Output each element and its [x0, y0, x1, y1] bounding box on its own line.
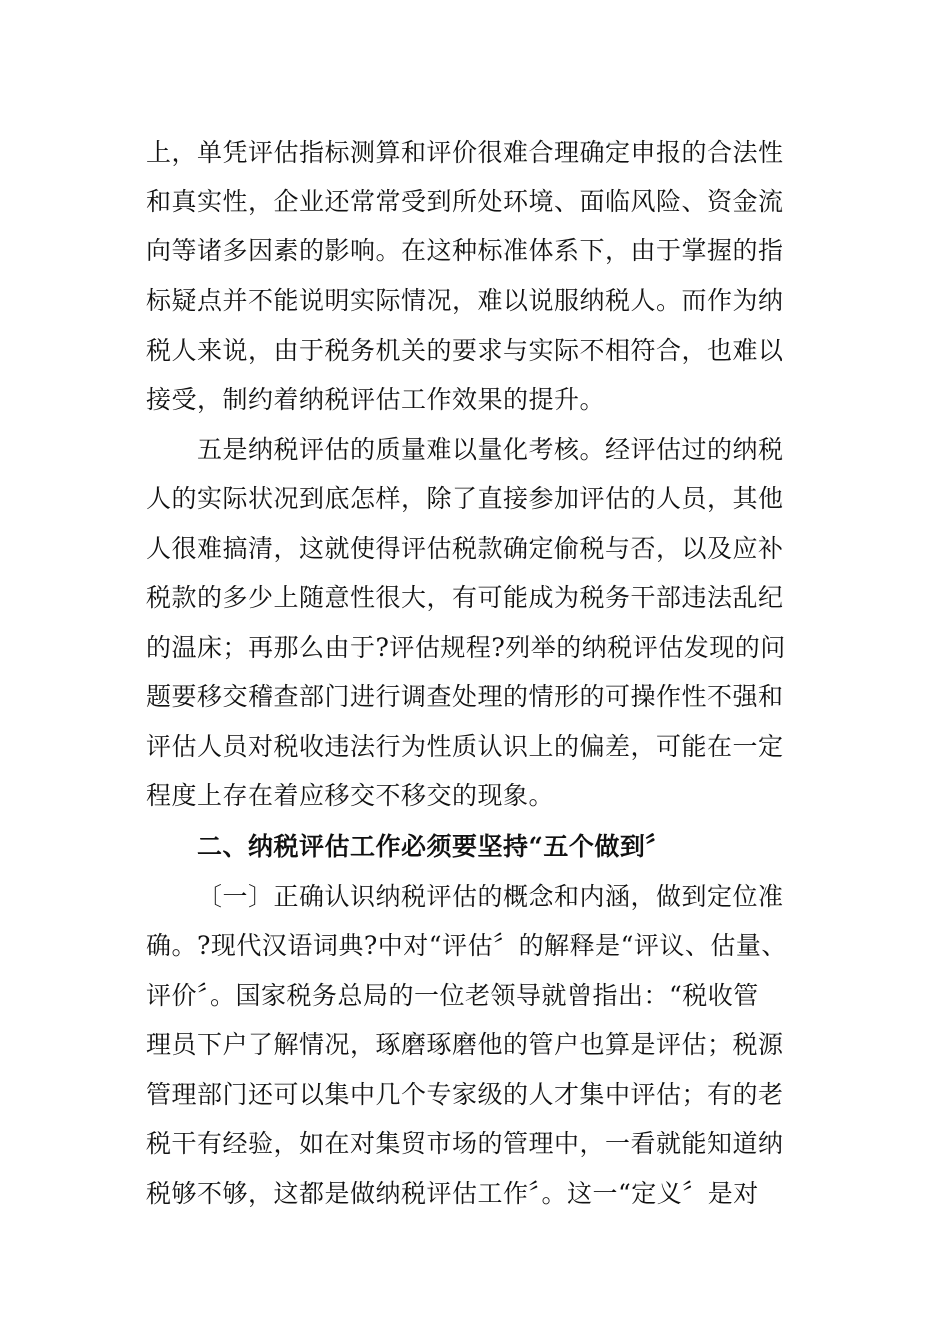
- text-line: 和真实性，企业还常常受到所处环境、面临风险、资金流: [146, 187, 784, 216]
- text-line: 税人来说，由于税务机关的要求与实际不相符合，也难以: [146, 336, 784, 365]
- paragraph-start-line: 五是纳税评估的质量难以量化考核。经评估过的纳税: [197, 435, 784, 464]
- text-line: 的温床；再那么由于?评估规程?列举的纳税评估发现的问: [146, 633, 786, 662]
- section-heading: 二、纳税评估工作必须要坚持“五个做到〞: [197, 832, 671, 861]
- text-line: 理员下户了解情况，琢磨琢磨他的管户也算是评估；税源: [146, 1030, 784, 1059]
- text-line: 上，单凭评估指标测算和评价很难合理确定申报的合法性: [146, 138, 784, 167]
- text-line: 税够不够，这都是做纳税评估工作〞。这一“定义〞是对: [146, 1179, 759, 1208]
- text-line: 评价〞。国家税务总局的一位老领导就曾指出：“税收管: [146, 981, 759, 1010]
- text-line: 程度上存在着应移交不移交的现象。: [146, 781, 555, 810]
- text-line: 评估人员对税收违法行为性质认识上的偏差，可能在一定: [146, 732, 784, 761]
- text-line: 税干有经验，如在对集贸市场的管理中，一看就能知道纳: [146, 1129, 784, 1158]
- text-line: 税款的多少上随意性很大，有可能成为税务干部违法乱纪: [146, 583, 784, 612]
- text-line: 管理部门还可以集中几个专家级的人才集中评估；有的老: [146, 1080, 784, 1109]
- text-line: 向等诸多因素的影响。在这种标准体系下，由于掌握的指: [146, 236, 784, 265]
- text-line: 题要移交稽查部门进行调查处理的情形的可操作性不强和: [146, 682, 784, 711]
- text-line: 标疑点并不能说明实际情况，难以说服纳税人。而作为纳: [146, 286, 784, 315]
- text-line: 确。?现代汉语词典?中对“评估〞的解释是“评议、估量、: [146, 931, 787, 960]
- text-line: 人很难搞清，这就使得评估税款确定偷税与否，以及应补: [146, 534, 784, 563]
- text-line: 接受，制约着纳税评估工作效果的提升。: [146, 385, 606, 414]
- text-line: 人的实际状况到底怎样，除了直接参加评估的人员，其他: [146, 484, 784, 513]
- paragraph-start-line: 〔一〕正确认识纳税评估的概念和内涵，做到定位准: [197, 882, 784, 911]
